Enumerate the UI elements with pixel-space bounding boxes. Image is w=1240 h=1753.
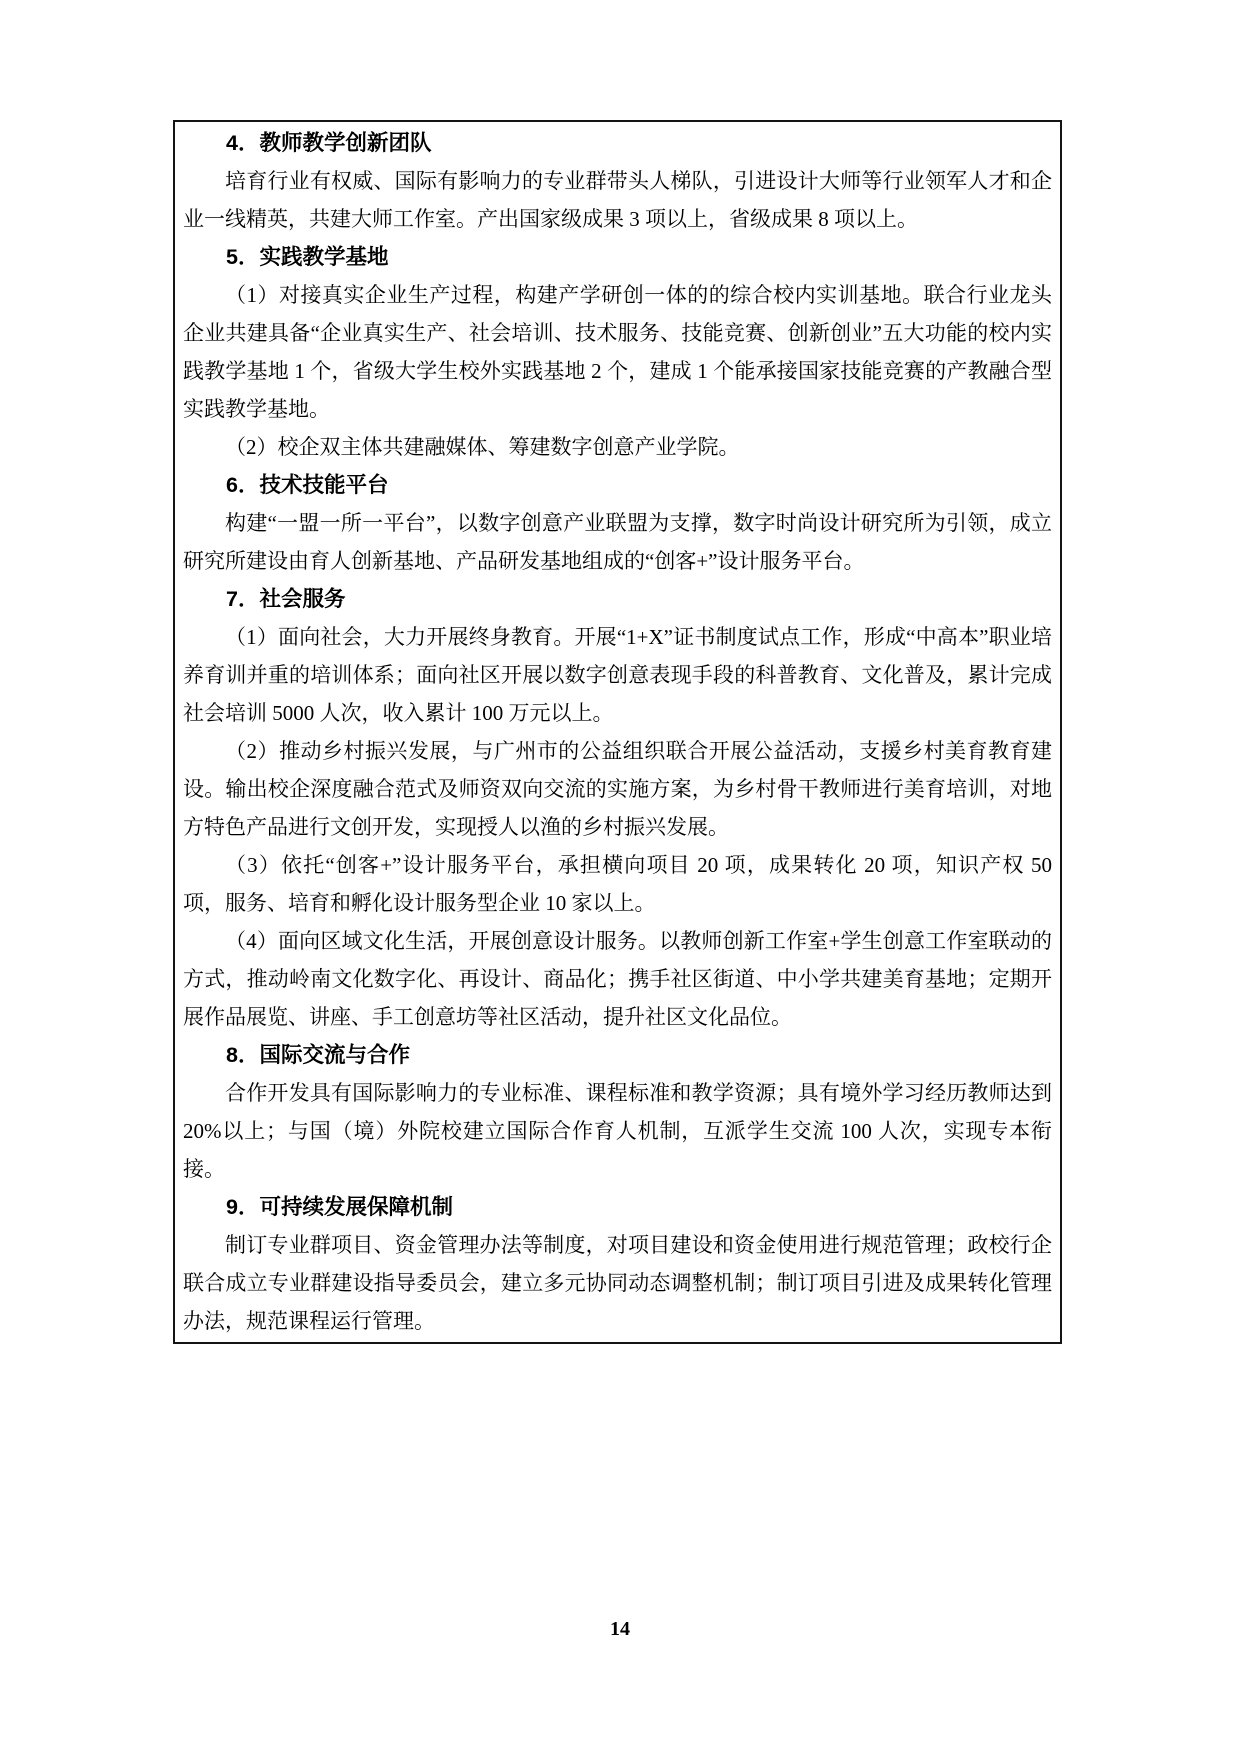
paragraph: 制订专业群项目、资金管理办法等制度，对项目建设和资金使用进行规范管理；政校行企联合成立专业群建设指导委员会，建立多元协同动态调整机制；制订项目引进及成果转化管理办法，规范课程运行管理。 bbox=[183, 1233, 1052, 1333]
section-heading-7: 7．社会服务 bbox=[226, 587, 346, 611]
section-heading-5: 5．实践教学基地 bbox=[226, 245, 389, 269]
paragraph: （2）校企双主体共建融媒体、筹建数字创意产业学院。 bbox=[225, 435, 740, 459]
paragraph: （3）依托“创客+”设计服务平台，承担横向项目 20 项，成果转化 20 项，知识产权 50 项，服务、培育和孵化设计服务型企业 10 家以上。 bbox=[183, 853, 1052, 915]
paragraph: （4）面向区域文化生活，开展创意设计服务。以教师创新工作室+学生创意工作室联动的方式，推动岭南文化数字化、再设计、商品化；携手社区街道、中小学共建美育基地；定期开展作品展览、讲座、手工创意坊等社区活动，提升社区文化品位。 bbox=[183, 929, 1052, 1029]
paragraph: （2）推动乡村振兴发展，与广州市的公益组织联合开展公益活动，支援乡村美育教育建设。输出校企深度融合范式及师资双向交流的实施方案，为乡村骨干教师进行美育培训，对地方特色产品进行文创开发，实现授人以渔的乡村振兴发展。 bbox=[183, 739, 1052, 839]
section-heading-6: 6．技术技能平台 bbox=[226, 473, 389, 497]
paragraph: 合作开发具有国际影响力的专业标准、课程标准和教学资源；具有境外学习经历教师达到 20%以上；与国（境）外院校建立国际合作育人机制，互派学生交流 100 人次，实现专本衔接。 bbox=[183, 1081, 1052, 1181]
paragraph: （1）面向社会，大力开展终身教育。开展“1+X”证书制度试点工作，形成“中高本”职业培养育训并重的培训体系；面向社区开展以数字创意表现手段的科普教育、文化普及，累计完成社会培训 5000 人次，收入累计 100 万元以上。 bbox=[183, 625, 1052, 725]
section-heading-8: 8．国际交流与合作 bbox=[226, 1043, 410, 1067]
paragraph: （1）对接真实企业生产过程，构建产学研创一体的的综合校内实训基地。联合行业龙头企业共建具备“企业真实生产、社会培训、技术服务、技能竞赛、创新创业”五大功能的校内实践教学基地 1 个，省级大学生校外实践基地 2 个，建成 1 个能承接国家技能竞赛的产教融合型实践教学基地。 bbox=[183, 283, 1052, 421]
section-heading-4: 4．教师教学创新团队 bbox=[226, 131, 432, 155]
paragraph: 构建“一盟一所一平台”，以数字创意产业联盟为支撑，数字时尚设计研究所为引领，成立研究所建设由育人创新基地、产品研发基地组成的“创客+”设计服务平台。 bbox=[183, 511, 1052, 573]
paragraph: 培育行业有权威、国际有影响力的专业群带头人梯队，引进设计大师等行业领军人才和企业一线精英，共建大师工作室。产出国家级成果 3 项以上，省级成果 8 项以上。 bbox=[183, 169, 1052, 231]
page-number: 14 bbox=[610, 1618, 630, 1640]
section-heading-9: 9．可持续发展保障机制 bbox=[226, 1195, 453, 1219]
table-cell-content bbox=[173, 120, 1062, 1344]
